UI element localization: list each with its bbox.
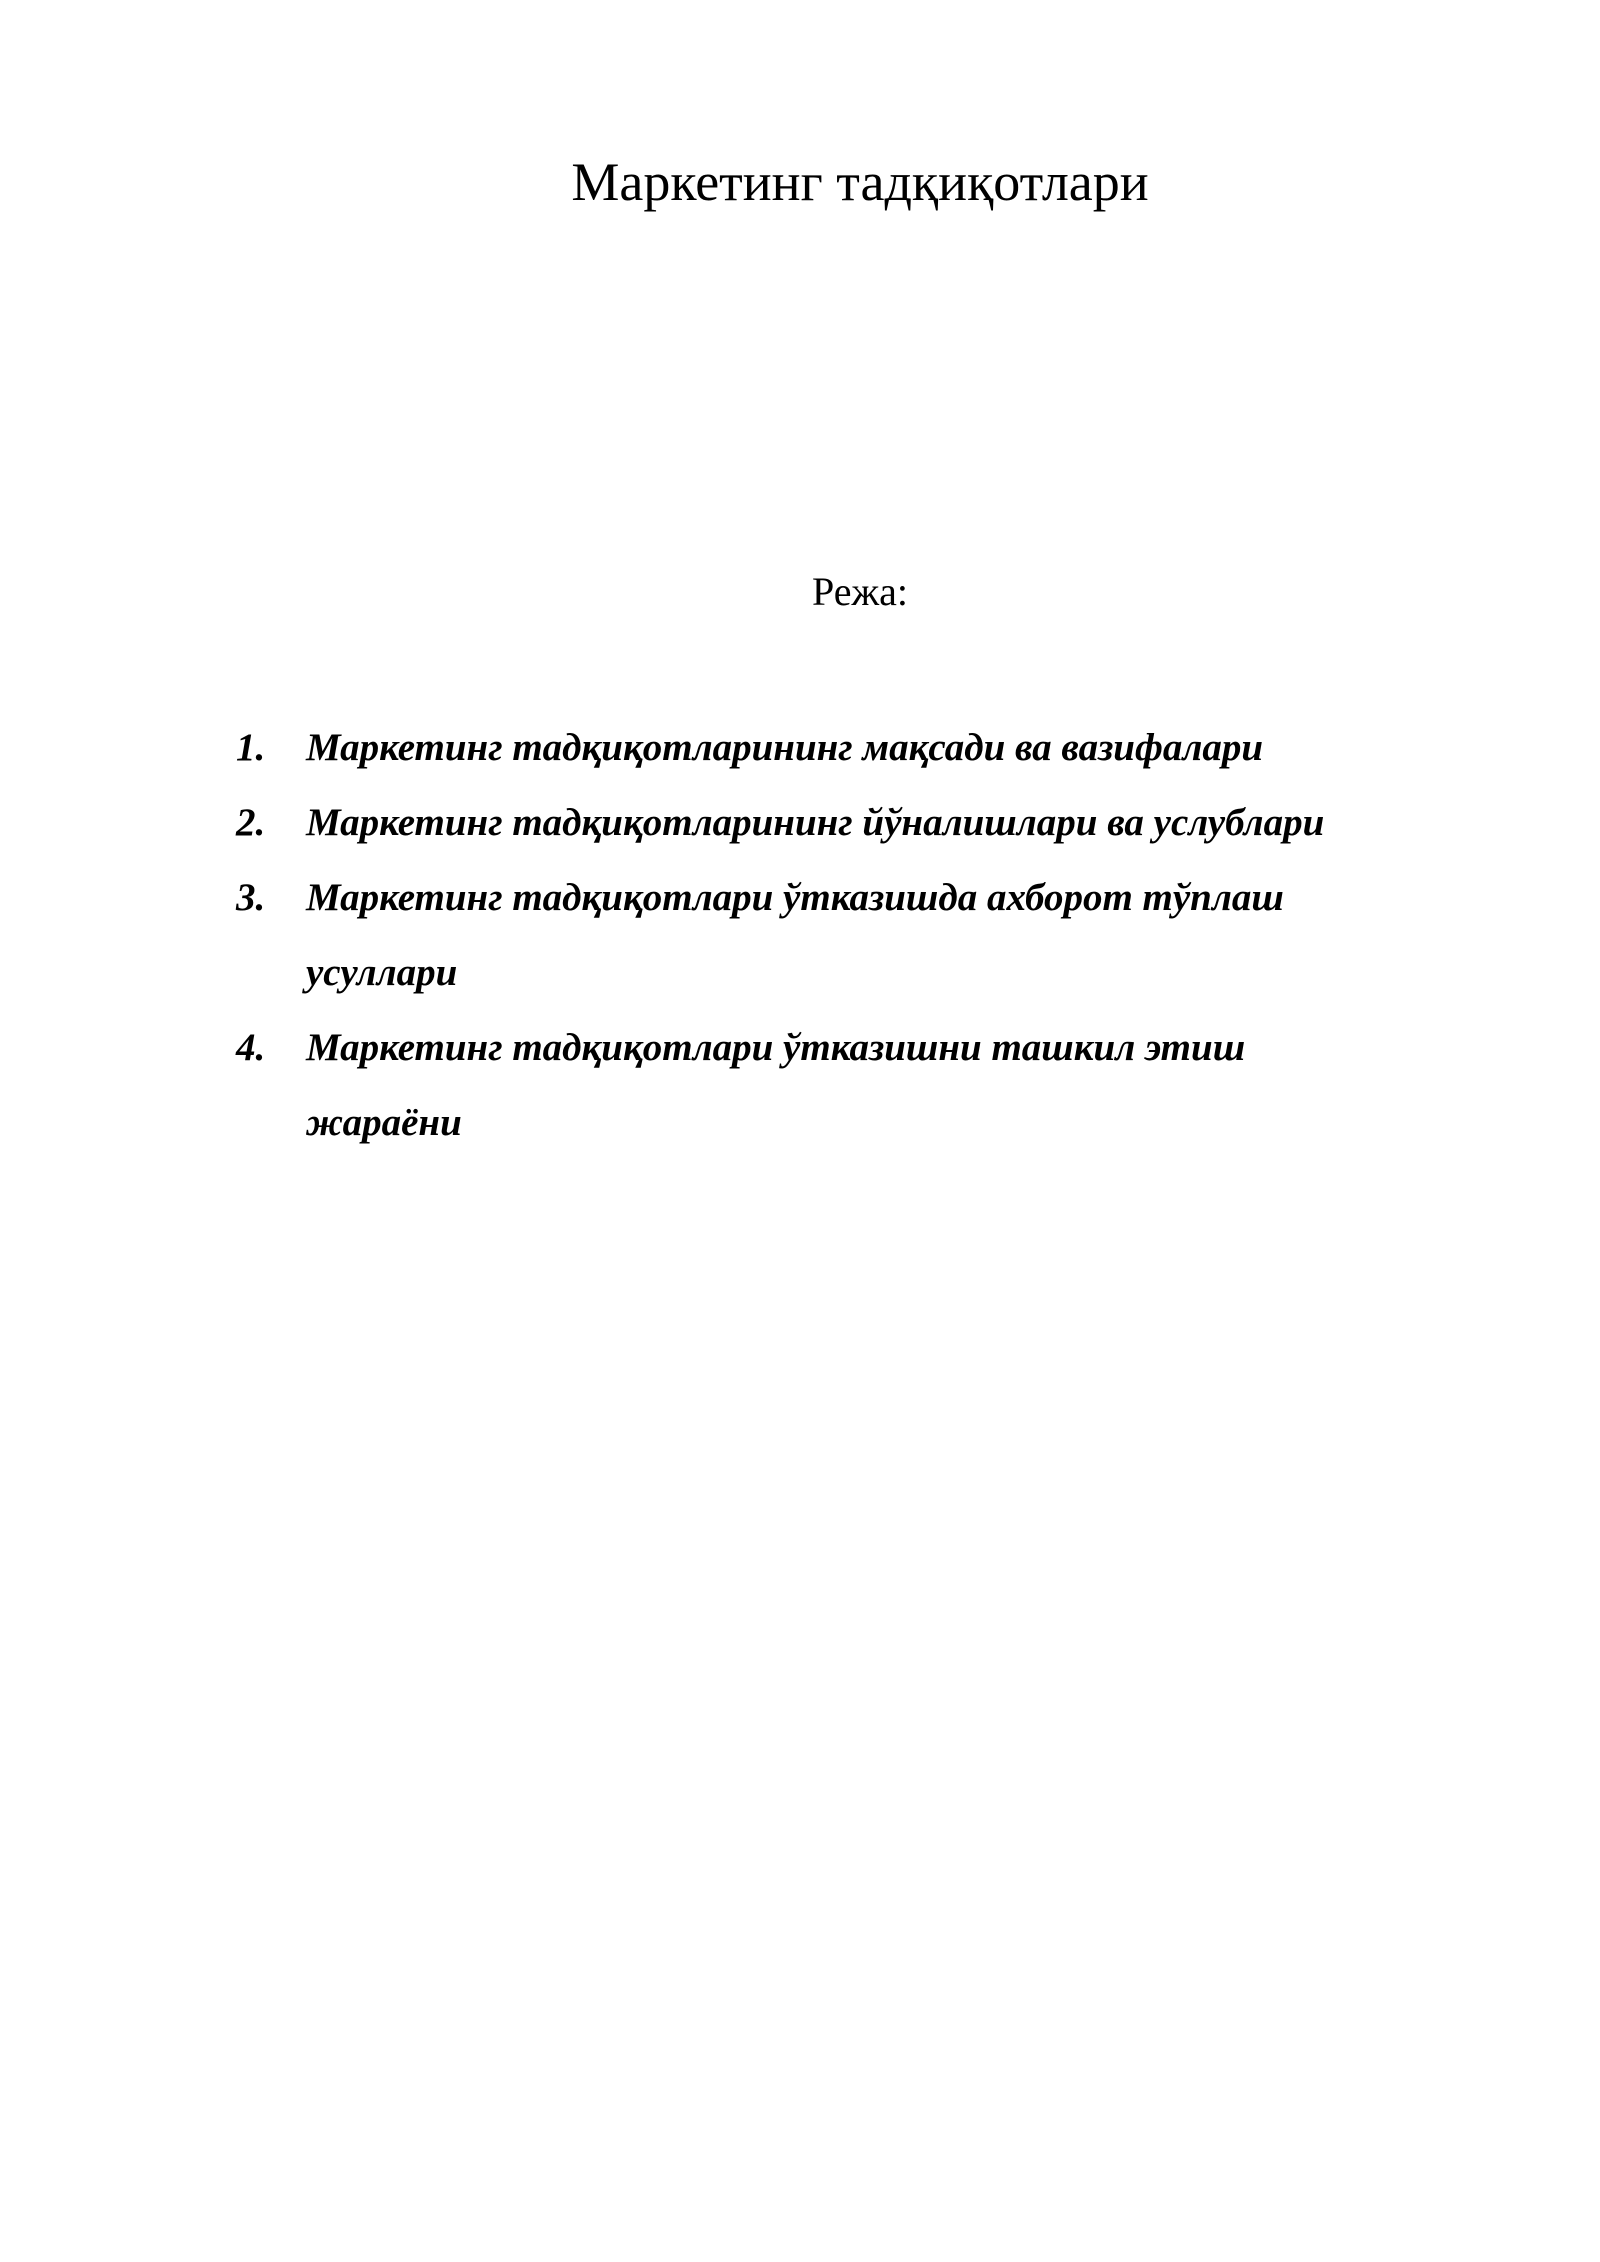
plan-item-number: 4. xyxy=(236,1026,266,1069)
plan-heading: Режа: xyxy=(812,569,908,614)
plan-item xyxy=(236,710,1536,785)
plan-item-number: 2. xyxy=(236,801,266,844)
plan-item xyxy=(236,860,1536,1010)
plan-list xyxy=(236,710,1536,1160)
plan-item-text: Маркетинг тадқиқотлари ўтказишни ташкил этиш жараёни xyxy=(306,1026,1246,1144)
plan-item-text: Маркетинг тадқиқотларининг мақсади ва вазифалари xyxy=(306,726,1264,769)
plan-item-text: Маркетинг тадқиқотларининг йўналишлари ва услублари xyxy=(306,801,1325,844)
page-title: Маркетинг тадқиқотлари xyxy=(571,152,1149,212)
plan-item-number: 1. xyxy=(236,726,266,769)
plan-item xyxy=(236,1010,1536,1160)
plan-item-text: Маркетинг тадқиқотлари ўтказишда ахборот тўплаш усуллари xyxy=(306,876,1284,994)
plan-item xyxy=(236,785,1536,860)
plan-item-number: 3. xyxy=(236,876,266,919)
